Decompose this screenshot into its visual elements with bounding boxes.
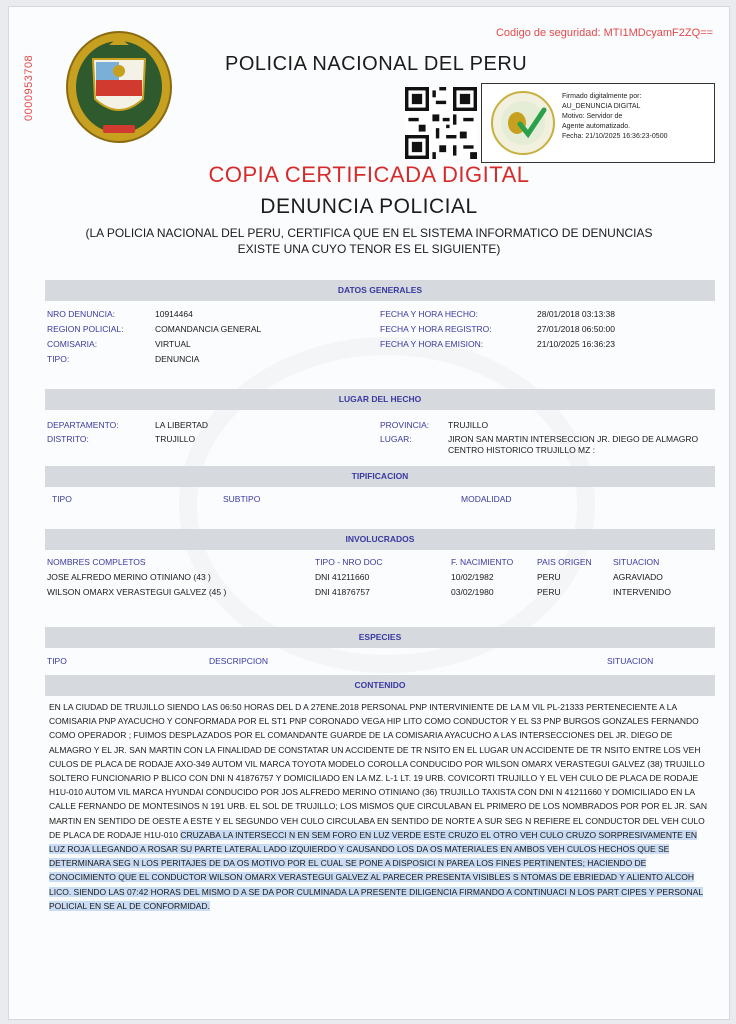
institution-title: POLICIA NACIONAL DEL PERU (225, 53, 528, 75)
col-nacimiento-header: F. NACIMIENTO (451, 557, 514, 567)
document-title: DENUNCIA POLICIAL (260, 195, 478, 218)
distrito-label: DISTRITO: (47, 434, 89, 444)
signature-seal-icon (490, 90, 556, 156)
comisaria-label: COMISARIA: (47, 339, 98, 349)
section-especies: ESPECIES (45, 627, 715, 648)
section-involucrados: INVOLUCRADOS (45, 529, 715, 550)
especies-tipo-header: TIPO (47, 656, 67, 666)
involucrado-1-nacimiento: 10/02/1982 (451, 572, 494, 582)
certification-statement: (LA POLICIA NACIONAL DEL PERU, CERTIFICA QUE EN EL SISTEMA INFORMATICO DE DENUNCIAS EXISTE UNA CUYO TENOR ES EL SIGUIENTE) (85, 226, 653, 256)
involucrado-2-situacion: INTERVENIDO (613, 587, 671, 597)
departamento-label: DEPARTAMENTO: (47, 420, 119, 430)
qr-code-icon (405, 87, 477, 159)
provincia-label: PROVINCIA: (380, 420, 430, 430)
tipo-label: TIPO: (47, 354, 70, 364)
nro-denuncia-value: 10914464 (155, 309, 193, 319)
comisaria-value: VIRTUAL (155, 339, 191, 349)
contenido-text-highlighted: CRUZABA LA INTERSECCI N EN SEM FORO EN LUZ VERDE ESTE CRUZO EL OTRO VEH CULO CRUZO SORPRESIVAMENTE EN LUZ ROJA LLEGANDO A ROSAR SU PARTE LATERAL LADO IZQUIERDO Y CAUSANDO LOS DA OS MATERIALES EN AMBOS VEH CULOS HECHOS QUE SE DETERMINARA SEG N LOS PERITAJES DE DA OS MOTIVO POR EL CUAL SE PONE A DISPOSICI N PAREA LOS FINES PERTINENTES; HACIENDO DE CONOCIMIENTO QUE EL CONDUCTOR WILSON OMARX VERASTEGUI GALVEZ AL PARECER PRESENTA VISIBLES S NTOMAS DE EBRIEDAD Y ALIENTO ALCOH LICO. SIENDO LAS 07:42 HORAS DEL MISMO D A SE DA POR CULMINADA LA PRESENTE DILIGENCIA FIRMANDO A CONTINUACI N LOS PART CIPES Y PERSONAL POLICIAL EN SE AL DE CONFORMIDAD. (49, 829, 704, 911)
watermark-seal (179, 337, 595, 673)
police-emblem-icon (63, 29, 175, 145)
involucrado-1-doc: DNI 41211660 (315, 572, 370, 582)
involucrado-2-doc: DNI 41876757 (315, 587, 370, 597)
nro-denuncia-label: NRO DENUNCIA: (47, 309, 116, 319)
tipificacion-tipo-header: TIPO (52, 494, 72, 504)
section-contenido: CONTENIDO (45, 675, 715, 696)
involucrado-1-pais: PERU (537, 572, 561, 582)
lugar-value: JIRON SAN MARTIN INTERSECCION JR. DIEGO DE ALMAGRO CENTRO HISTORICO TRUJILLO MZ : (448, 434, 699, 455)
document-page (8, 6, 730, 1020)
copy-title: COPIA CERTIFICADA DIGITAL (208, 162, 530, 187)
departamento-value: LA LIBERTAD (155, 420, 209, 430)
fecha-emision-label: FECHA Y HORA EMISION: (380, 339, 484, 349)
fecha-registro-label: FECHA Y HORA REGISTRO: (380, 324, 492, 334)
region-label: REGION POLICIAL: (47, 324, 124, 334)
especies-descripcion-header: DESCRIPCION (209, 656, 269, 666)
fecha-registro-value: 27/01/2018 06:50:00 (537, 324, 615, 334)
digital-signature-box (481, 83, 715, 163)
contenido-text-plain: EN LA CIUDAD DE TRUJILLO SIENDO LAS 06:50 HORAS DEL D A 27ENE.2018 PERSONAL PNP INTERVINIENTE DE LA M VIL PL-21333 PERTENECIENTE A LA COMISARIA PNP AYACUCHO Y CONFORMADA POR EL ST1 PNP CORONADO VEGA HIP LITO COMO CONDUCTOR Y EL S3 PNP BURGOS GONZALES FERNANDO COMO OPERADOR ; FUIMOS DESPLAZADOS POR EL COMANDANTE GUARDE DE LA COMISARIA AYACUCHO A LAS INTERSECCIONES DEL JR. DIEGO DE ALMAGRO Y EL JR. SAN MARTIN CON LA FINALIDAD DE CONSTATAR UN ACCIDENTE DE TR NSITO EN EL LUGAR UN ACCIDENTE DE TR NSITO ENTRE LOS VEH CULOS DE PLACA DE RODAJE AXO-349 AUTOM VIL MARCA TOYOTA MODELO COROLLA CONDUCIDO POR WILSON OMARX VERASTEGUI GALVEZ (38) TRUJILLO SOLTERO FUNCIONARIO P BLICO CON DNI N 41876757 Y DOMICILIADO EN LA MZ. L-1 LT. 19 URB. COVICORTI TRUJILLO Y EL VEH CULO DE PLACA DE RODAJE H1U-010 AUTOM VIL MARCA HYUNDAI CONDUCIDO POR JOS ALFREDO MERINO OTINIANO (36) TRUJILLO TAXISTA CON DNI N 41211660 Y DOMICILIADO EN LA CALLE FERNANDO DE MONTESINOS N 191 URB. EL SOL DE TRUJILLO; LOS MISMOS QUE CIRCULABAN EL PRIMERO DE LOS NOMBRADOS POR POR EL JR. SAN MARTIN EN SENTIDO DE OESTE A ESTE Y EL SEGUNDO VEH CULO CIRCULABA EN SENTIDO DE NORTE A SUR SEG N REFIERE EL CONDUCTOR DEL VEH CULO DE PLACA DE RODAJE H1U-010 (49, 702, 707, 840)
involucrado-2-pais: PERU (537, 587, 561, 597)
signature-line-2: AU_DENUNCIA DIGITAL (562, 103, 641, 110)
involucrado-2-nacimiento: 03/02/1980 (451, 587, 494, 597)
involucrado-2-nombre: WILSON OMARX VERASTEGUI GALVEZ (45 ) (47, 587, 227, 597)
col-doc-header: TIPO - NRO DOC (315, 557, 383, 567)
security-code: Codigo de seguridad: MTI1MDcyamF2ZQ== (495, 27, 713, 39)
col-situacion-header: SITUACION (613, 557, 660, 567)
region-value: COMANDANCIA GENERAL (155, 324, 262, 334)
provincia-value: TRUJILLO (448, 420, 489, 430)
involucrado-1-situacion: AGRAVIADO (613, 572, 663, 582)
distrito-value: TRUJILLO (155, 434, 196, 444)
signature-line-1: Firmado digitalmente por: (562, 93, 642, 100)
contenido-text (49, 700, 709, 913)
involucrado-1-nombre: JOSE ALFREDO MERINO OTINIANO (43 ) (47, 572, 211, 582)
signature-line-4: Agente automatizado. (562, 123, 631, 130)
section-tipificacion: TIPIFICACION (45, 466, 715, 487)
section-datos-generales: DATOS GENERALES (45, 280, 715, 301)
col-pais-header: PAIS ORIGEN (537, 557, 592, 567)
fecha-hecho-value: 28/01/2018 03:13:38 (537, 309, 615, 319)
section-lugar-del-hecho: LUGAR DEL HECHO (45, 389, 715, 410)
document-serial-number: 0000953708 (23, 54, 35, 121)
especies-situacion-header: SITUACION (607, 656, 654, 666)
signature-line-3: Motivo: Servidor de (562, 113, 623, 120)
tipo-value: DENUNCIA (155, 354, 200, 364)
tipificacion-modalidad-header: MODALIDAD (461, 494, 512, 504)
col-nombres-header: NOMBRES COMPLETOS (47, 557, 146, 567)
signature-line-5: Fecha: 21/10/2025 16:36:23-0500 (562, 133, 668, 140)
tipificacion-subtipo-header: SUBTIPO (223, 494, 261, 504)
lugar-label: LUGAR: (380, 434, 412, 444)
fecha-hecho-label: FECHA Y HORA HECHO: (380, 309, 478, 319)
fecha-emision-value: 21/10/2025 16:36:23 (537, 339, 615, 349)
